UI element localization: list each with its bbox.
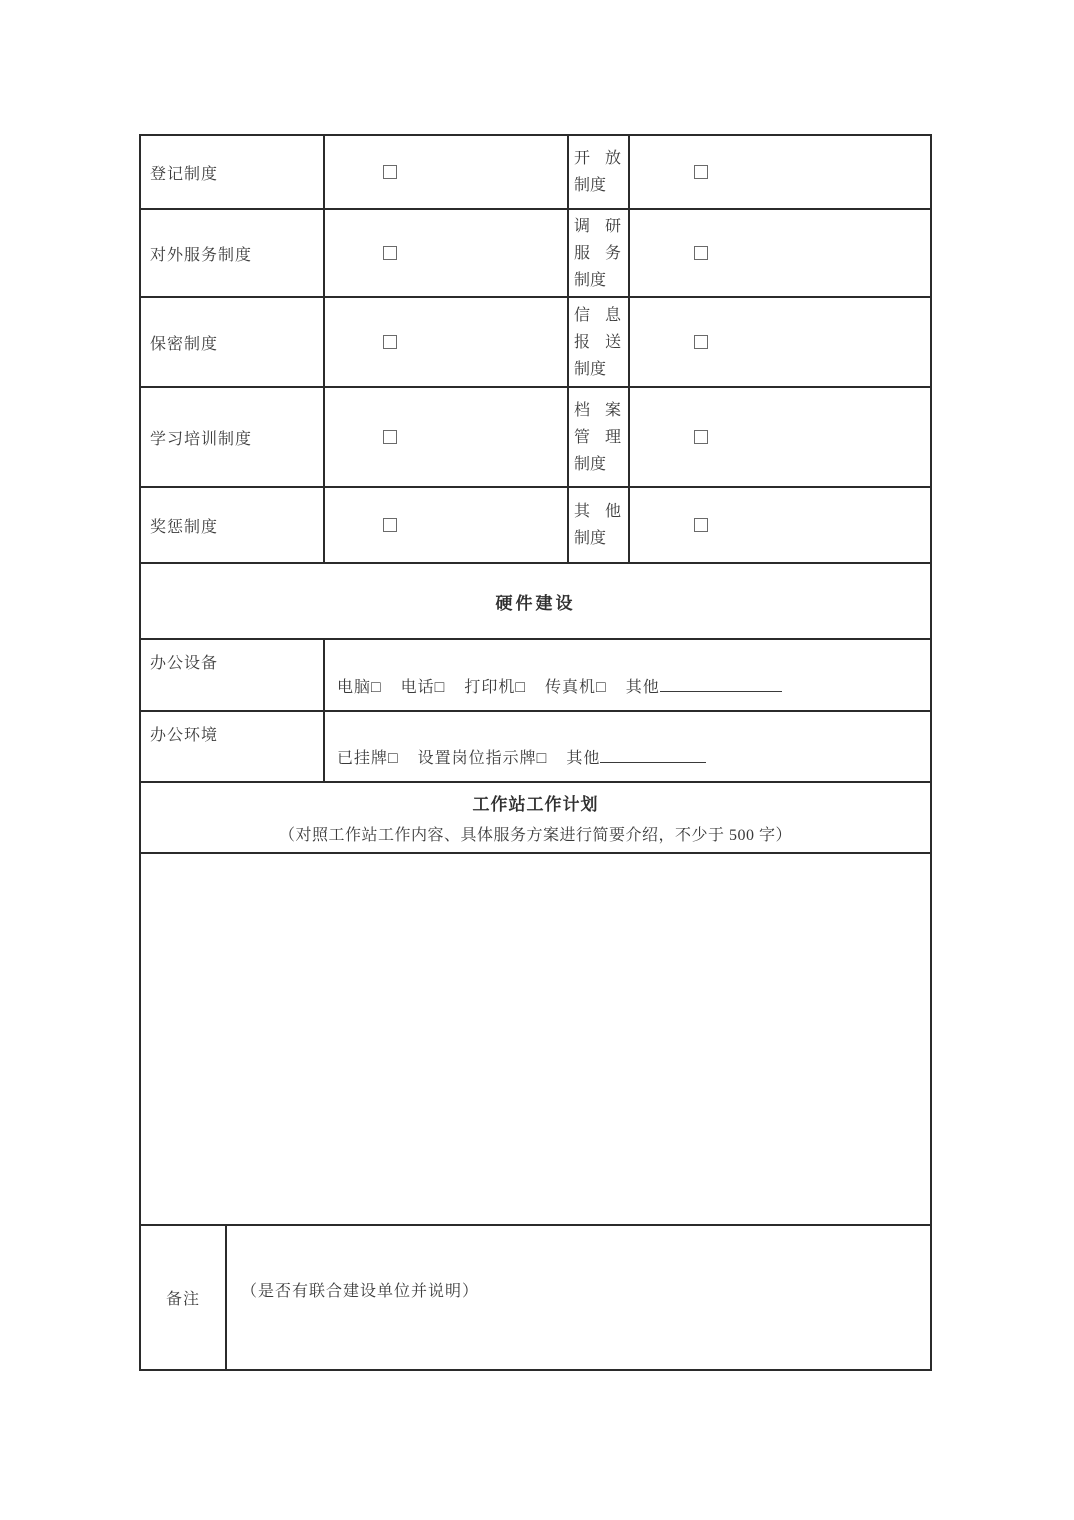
remarks-hint-text: （是否有联合建设单位并说明）: [241, 1283, 480, 1300]
work-plan-header: [141, 783, 930, 852]
institution-checkbox-cell: [325, 388, 569, 486]
hardware-section-title: 硬件建设: [495, 593, 576, 613]
institution-label-line: 报 送: [574, 333, 622, 351]
remarks-row: [141, 1226, 930, 1369]
equipment-option-fax[interactable]: 传真机□: [545, 678, 607, 696]
office-equipment-row: [141, 640, 930, 712]
environment-option-other-label: 其他: [566, 750, 601, 767]
institution-label-line: 管 理: [574, 428, 622, 446]
checkbox-icon[interactable]: [383, 165, 397, 179]
work-plan-header-row: [141, 783, 930, 854]
institution-checkbox-cell: [325, 488, 569, 562]
institution-checkbox-cell: [630, 210, 930, 296]
institution-label-external-service: [141, 210, 325, 296]
equipment-option-printer[interactable]: 打印机□: [464, 678, 527, 696]
remarks-label-cell: [141, 1226, 227, 1369]
institution-checkbox-cell: [325, 210, 569, 296]
institution-label-text: 奖惩制度: [150, 518, 219, 536]
institution-label-reward-punishment: [141, 488, 325, 562]
institution-checkbox-cell: [630, 298, 930, 386]
institution-label-open: [569, 136, 630, 208]
checkbox-icon[interactable]: [383, 246, 397, 260]
checkbox-icon[interactable]: [383, 518, 397, 532]
institution-label-line: 档 案: [574, 401, 622, 419]
table-row: [141, 210, 930, 298]
institution-label-line: 制度: [574, 177, 607, 194]
hardware-section-header: [141, 564, 930, 638]
checkbox-icon[interactable]: [694, 518, 708, 532]
institution-checkbox-cell: [630, 488, 930, 562]
table-row: [141, 136, 930, 210]
work-plan-content-area[interactable]: [141, 854, 930, 1224]
checkbox-icon[interactable]: [383, 430, 397, 444]
office-environment-label-cell: [141, 712, 325, 781]
institution-label-line: 其 他: [574, 503, 622, 520]
equipment-other-blank-field[interactable]: [660, 679, 782, 692]
institution-checkbox-cell: [325, 298, 569, 386]
equipment-option-phone[interactable]: 电话□: [400, 678, 446, 696]
checkbox-icon[interactable]: [694, 430, 708, 444]
institution-label-archive-management: [569, 388, 630, 486]
checkbox-icon[interactable]: [383, 335, 397, 349]
institution-checkbox-cell: [630, 388, 930, 486]
institution-label-line: 调 研: [574, 217, 622, 235]
institution-label-text: 保密制度: [150, 335, 219, 353]
checkbox-icon[interactable]: [694, 165, 708, 179]
office-equipment-label-cell: [141, 640, 325, 710]
institution-label-research-service: [569, 210, 630, 296]
table-row: [141, 298, 930, 388]
institution-checkbox-cell: [630, 136, 930, 208]
institution-label-training: [141, 388, 325, 486]
office-environment-row: [141, 712, 930, 783]
workstation-form-table: [139, 134, 932, 1371]
office-environment-label: 办公环境: [150, 727, 219, 744]
checkbox-icon[interactable]: [694, 335, 708, 349]
institution-label-other: [569, 488, 630, 562]
institution-label-line: 开 放: [574, 150, 622, 167]
institution-label-text: 学习培训制度: [150, 430, 253, 448]
institution-label-registration: [141, 136, 325, 208]
institution-label-line: 服 务: [574, 244, 622, 262]
table-row: [141, 488, 930, 564]
environment-other-blank-field[interactable]: [600, 750, 706, 763]
environment-option-plaque[interactable]: 已挂牌□: [337, 750, 399, 767]
institution-label-line: 信 息: [574, 306, 622, 324]
institution-label-text: 对外服务制度: [150, 246, 253, 264]
institution-label-line: 制度: [574, 360, 607, 378]
work-plan-content-row: [141, 854, 930, 1226]
checkbox-icon[interactable]: [694, 246, 708, 260]
work-plan-title: 工作站工作计划: [472, 795, 599, 814]
institution-label-text: 登记制度: [150, 165, 219, 183]
institution-label-line: 制度: [574, 455, 607, 473]
environment-option-post-sign[interactable]: 设置岗位指示牌□: [417, 750, 548, 767]
equipment-option-other-label: 其他: [625, 678, 660, 696]
remarks-label: 备注: [165, 1291, 200, 1308]
office-equipment-options: [325, 640, 930, 710]
institution-checkbox-cell: [325, 136, 569, 208]
work-plan-subtitle: （对照工作站工作内容、具体服务方案进行简要介绍，不少于 500 字）: [278, 827, 792, 844]
table-row: [141, 388, 930, 488]
office-equipment-label: 办公设备: [150, 655, 219, 672]
office-environment-options: [325, 712, 930, 781]
institution-label-info-reporting: [569, 298, 630, 386]
equipment-option-computer[interactable]: 电脑□: [337, 678, 382, 696]
institution-label-line: 制度: [574, 271, 607, 289]
hardware-section-header-row: [141, 564, 930, 640]
institution-label-line: 制度: [574, 530, 607, 547]
remarks-content-area[interactable]: [227, 1226, 930, 1369]
institution-label-confidentiality: [141, 298, 325, 386]
